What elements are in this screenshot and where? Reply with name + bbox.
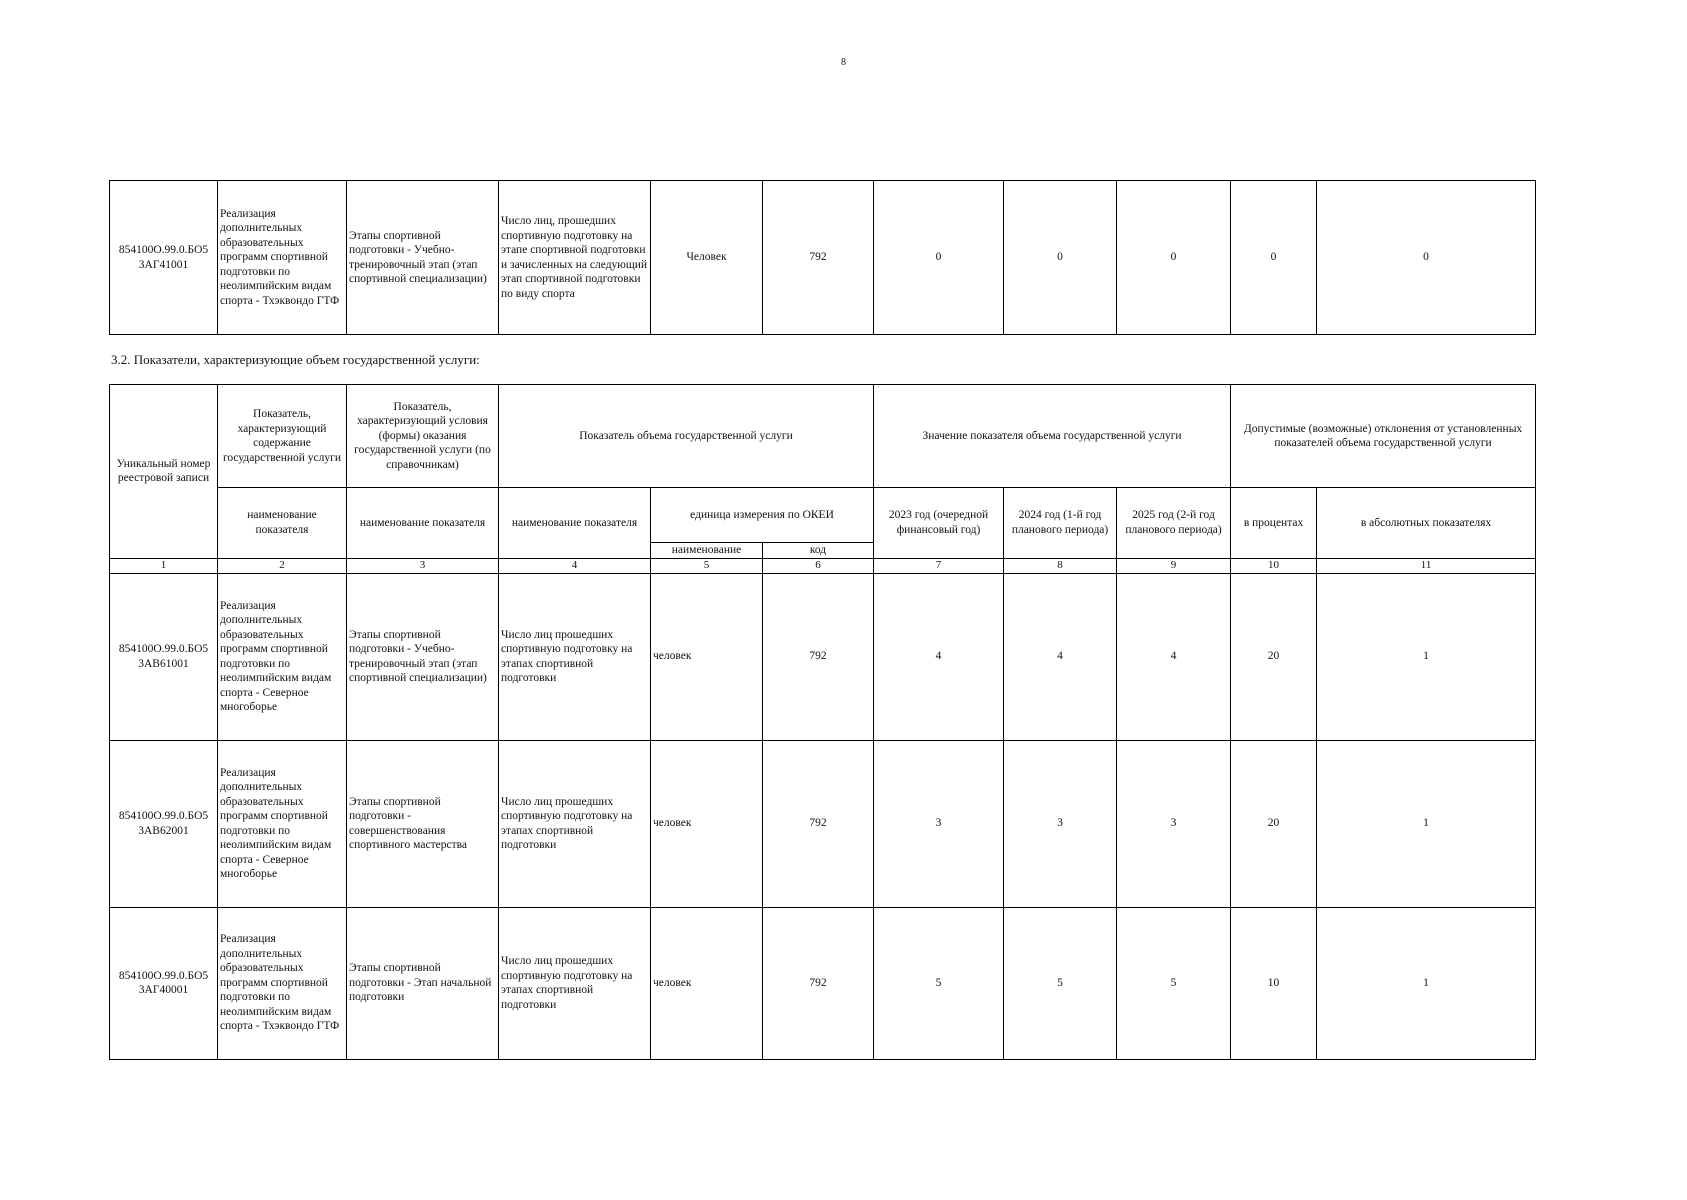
unit-code-cell: 792: [763, 907, 874, 1059]
header-in-percent: в процентах: [1231, 488, 1317, 559]
registry-number-cell: 854100О.99.0.БО5 3АГ40001: [110, 907, 218, 1059]
value-2023-cell: 3: [874, 740, 1004, 907]
condition-indicator-cell: Этапы спортивной подготовки - Этап начальной подготовки: [347, 907, 499, 1059]
unit-code-cell: 792: [763, 573, 874, 740]
registry-number-cell: 854100О.99.0.БО5 3АВ62001: [110, 740, 218, 907]
volume-indicator-cell: Число лиц прошедших спортивную подготовку на этапах спортивной подготовки: [499, 573, 651, 740]
content-indicator-cell: Реализация дополнительных образовательных программ спортивной подготовки по неолимпийским видам спорта - Тхэквондо ГТФ: [218, 907, 347, 1059]
header-condition-group: Показатель, характеризующий условия (формы) оказания государственной услуги (по справочникам): [347, 385, 499, 488]
page-number: 8: [841, 57, 846, 68]
column-number: 6: [763, 558, 874, 573]
unit-code-cell: 792: [763, 181, 874, 335]
deviation-absolute-cell: 1: [1317, 573, 1536, 740]
column-number: 9: [1117, 558, 1231, 573]
unit-name-cell: человек: [651, 573, 763, 740]
header-content-name: наименование показателя: [218, 488, 347, 559]
table-row: [110, 181, 1536, 335]
header-year-2024: 2024 год (1-й год планового периода): [1004, 488, 1117, 559]
registry-number-cell: 854100О.99.0.БО5 3АГ41001: [110, 181, 218, 335]
quality-indicators-table-continuation: [109, 180, 1536, 335]
value-2023-cell: 0: [874, 181, 1004, 335]
registry-number-cell: 854100О.99.0.БО5 3АВ61001: [110, 573, 218, 740]
header-condition-name: наименование показателя: [347, 488, 499, 559]
deviation-absolute-cell: 1: [1317, 907, 1536, 1059]
value-2025-cell: 4: [1117, 573, 1231, 740]
header-volume-group: Показатель объема государственной услуги: [499, 385, 874, 488]
header-year-2025: 2025 год (2-й год планового периода): [1117, 488, 1231, 559]
header-okei-code: код: [763, 543, 874, 559]
deviation-absolute-cell: 0: [1317, 181, 1536, 335]
content-indicator-cell: Реализация дополнительных образовательных программ спортивной подготовки по неолимпийским видам спорта - Северное многоборье: [218, 740, 347, 907]
deviation-percent-cell: 20: [1231, 573, 1317, 740]
column-number-row: [110, 558, 1536, 573]
deviation-percent-cell: 10: [1231, 907, 1317, 1059]
header-value-group: Значение показателя объема государственной услуги: [874, 385, 1231, 488]
value-2024-cell: 4: [1004, 573, 1117, 740]
column-number: 8: [1004, 558, 1117, 573]
column-number: 7: [874, 558, 1004, 573]
value-2024-cell: 3: [1004, 740, 1117, 907]
column-number: 3: [347, 558, 499, 573]
volume-indicators-table: [109, 384, 1536, 1060]
header-registry: Уникальный номер реестровой записи: [110, 385, 218, 559]
unit-name-cell: человек: [651, 907, 763, 1059]
deviation-percent-cell: 20: [1231, 740, 1317, 907]
header-row-subheads: [110, 488, 1536, 543]
column-number: 1: [110, 558, 218, 573]
table-row: [110, 573, 1536, 740]
value-2023-cell: 5: [874, 907, 1004, 1059]
value-2023-cell: 4: [874, 573, 1004, 740]
column-number: 4: [499, 558, 651, 573]
column-number: 5: [651, 558, 763, 573]
header-year-2023: 2023 год (очередной финансовый год): [874, 488, 1004, 559]
deviation-percent-cell: 0: [1231, 181, 1317, 335]
unit-name-cell: Человек: [651, 181, 763, 335]
deviation-absolute-cell: 1: [1317, 740, 1536, 907]
section-heading: 3.2. Показатели, характеризующие объем государственной услуги:: [111, 352, 480, 367]
header-deviation-group: Допустимые (возможные) отклонения от установленных показателей объема государственной услуги: [1231, 385, 1536, 488]
volume-indicator-cell: Число лиц прошедших спортивную подготовку на этапах спортивной подготовки: [499, 740, 651, 907]
header-okei-unit: единица измерения по ОКЕИ: [651, 488, 874, 543]
table-row: [110, 907, 1536, 1059]
header-row-groups: [110, 385, 1536, 488]
table-row: [110, 740, 1536, 907]
header-volume-name: наименование показателя: [499, 488, 651, 559]
volume-indicator-cell: Число лиц прошедших спортивную подготовку на этапах спортивной подготовки: [499, 907, 651, 1059]
value-2025-cell: 5: [1117, 907, 1231, 1059]
value-2024-cell: 5: [1004, 907, 1117, 1059]
content-indicator-cell: Реализация дополнительных образовательных программ спортивной подготовки по неолимпийским видам спорта - Северное многоборье: [218, 573, 347, 740]
value-2025-cell: 3: [1117, 740, 1231, 907]
column-number: 2: [218, 558, 347, 573]
column-number: 10: [1231, 558, 1317, 573]
value-2024-cell: 0: [1004, 181, 1117, 335]
condition-indicator-cell: Этапы спортивной подготовки - Учебно-тренировочный этап (этап спортивной специализации): [347, 181, 499, 335]
condition-indicator-cell: Этапы спортивной подготовки - совершенствования спортивного мастерства: [347, 740, 499, 907]
header-in-absolute: в абсолютных показателях: [1317, 488, 1536, 559]
value-2025-cell: 0: [1117, 181, 1231, 335]
column-number: 11: [1317, 558, 1536, 573]
content-indicator-cell: Реализация дополнительных образовательных программ спортивной подготовки по неолимпийским видам спорта - Тхэквондо ГТФ: [218, 181, 347, 335]
unit-name-cell: человек: [651, 740, 763, 907]
condition-indicator-cell: Этапы спортивной подготовки - Учебно-тренировочный этап (этап спортивной специализации): [347, 573, 499, 740]
header-content-group: Показатель, характеризующий содержание государственной услуги: [218, 385, 347, 488]
quality-indicator-cell: Число лиц, прошедших спортивную подготовку на этапе спортивной подготовки и зачисленных на следующий этап спортивной подготовки по виду спорта: [499, 181, 651, 335]
unit-code-cell: 792: [763, 740, 874, 907]
header-okei-name: наименование: [651, 543, 763, 559]
